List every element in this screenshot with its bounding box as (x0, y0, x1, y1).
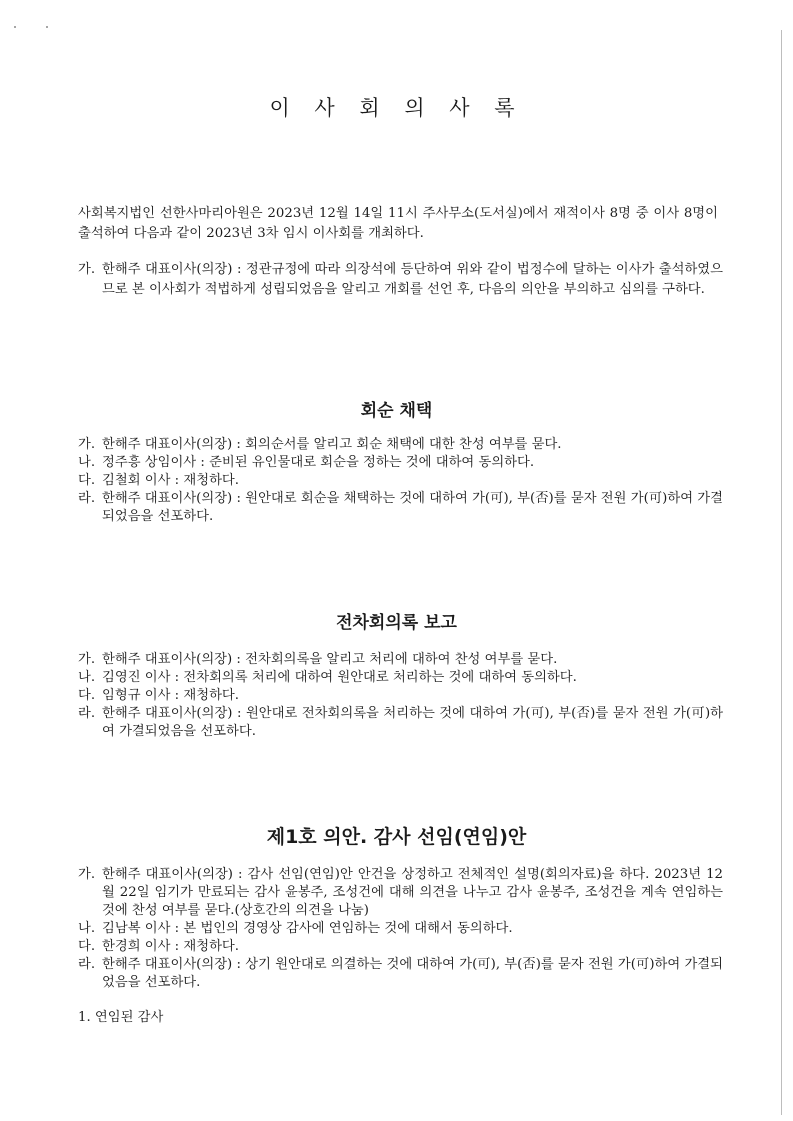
item-text: 김남복 이사 : 본 법인의 경영상 감사에 연임하는 것에 대해서 동의하다. (102, 921, 513, 936)
item-text: 김영진 이사 : 전차회의록 처리에 대하여 원안대로 처리하는 것에 대하여 동의하다. (102, 670, 577, 685)
list-item (78, 454, 723, 472)
item-marker: 다. (78, 688, 96, 703)
item-marker: 나. (78, 670, 96, 685)
item-marker: 라. (78, 957, 96, 972)
section-list-previous-minutes (78, 651, 723, 741)
item-text: 한해주 대표이사(의장) : 전차회의록을 알리고 처리에 대하여 찬성 여부를 묻다. (102, 652, 558, 667)
scan-speck (14, 26, 16, 28)
list-item (78, 260, 723, 300)
scan-edge-line (781, 30, 782, 1115)
list-item (78, 651, 723, 669)
item-marker: 가. (78, 262, 96, 277)
item-text: 한해주 대표이사(의장) : 원안대로 전차회의록을 처리하는 것에 대하여 가(可), 부(否)를 묻자 전원 가(可)하여 가결되었음을 선포하다. (102, 706, 723, 739)
item-text: 한경희 이사 : 재청하다. (102, 939, 239, 954)
list-item (78, 436, 723, 454)
section-heading-previous-minutes: 전차회의록 보고 (336, 613, 457, 633)
list-item (78, 866, 723, 920)
list-item (78, 956, 723, 992)
item-marker: 나. (78, 455, 96, 470)
item-marker: 나. (78, 921, 96, 936)
list-item (78, 472, 723, 490)
opening-list (78, 260, 723, 300)
item-text: 한해주 대표이사(의장) : 원안대로 회순을 채택하는 것에 대하여 가(可), 부(否)를 묻자 전원 가(可)하여 가결되었음을 선포하다. (102, 491, 723, 524)
item-text: 정주흥 상임이사 : 준비된 유인물대로 회순을 정하는 것에 대하여 동의하다. (102, 455, 535, 470)
item-marker: 다. (78, 473, 96, 488)
item-marker: 라. (78, 491, 96, 506)
section-heading-agenda: 회순 채택 (360, 401, 433, 421)
section-list-agenda-1 (78, 866, 723, 992)
list-item (78, 938, 723, 956)
list-item (78, 669, 723, 687)
section-list-agenda (78, 436, 723, 526)
list-item (78, 920, 723, 938)
list-item (78, 490, 723, 526)
item-marker: 다. (78, 939, 96, 954)
scan-speck (46, 26, 48, 28)
item-marker: 가. (78, 437, 96, 452)
item-marker: 가. (78, 652, 96, 667)
item-text: 한해주 대표이사(의장) : 회의순서를 알리고 회순 채택에 대한 찬성 여부를 묻다. (102, 437, 562, 452)
item-marker: 가. (78, 867, 96, 882)
item-text: 김철회 이사 : 재청하다. (102, 473, 239, 488)
item-text: 한해주 대표이사(의장) : 상기 원안대로 의결하는 것에 대하여 가(可), 부(否)를 묻자 전원 가(可)하여 가결되었음을 선포하다. (102, 957, 723, 990)
appointed-auditor-item: 1. 연임된 감사 (78, 1010, 164, 1025)
intro-paragraph: 사회복지법인 선한사마리아원은 2023년 12월 14일 11시 주사무소(도서실)에서 재적이사 8명 중 이사 8명이 출석하여 다음과 같이 2023년 3차 임시 이사회를 개최하다. (78, 206, 718, 241)
section-heading-agenda-1: 제1호 의안. 감사 선임(연임)안 (266, 826, 527, 848)
item-text: 임형규 이사 : 재청하다. (102, 688, 239, 703)
item-text: 한해주 대표이사(의장) : 정관규정에 따라 의장석에 등단하여 위와 같이 법정수에 달하는 이사가 출석하였으므로 본 이사회가 적법하게 성립되었음을 알리고 개회를 선언 후, 다음의 의안을 부의하고 심의를 구하다. (102, 262, 723, 297)
list-item (78, 687, 723, 705)
item-marker: 라. (78, 706, 96, 721)
document-title: 이 사 회 의 사 록 (269, 96, 524, 120)
item-text: 한해주 대표이사(의장) : 감사 선임(연임)안 안건을 상정하고 전체적인 설명(회의자료)을 하다. 2023년 12월 22일 임기가 만료되는 감사 윤봉주, 조성건에 대해 의견을 나누고 감사 윤봉주, 조성건을 계속 연임하는 것에 찬성 여부를 묻다.(상호간의 의견을 나눔) (102, 867, 723, 918)
list-item (78, 705, 723, 741)
